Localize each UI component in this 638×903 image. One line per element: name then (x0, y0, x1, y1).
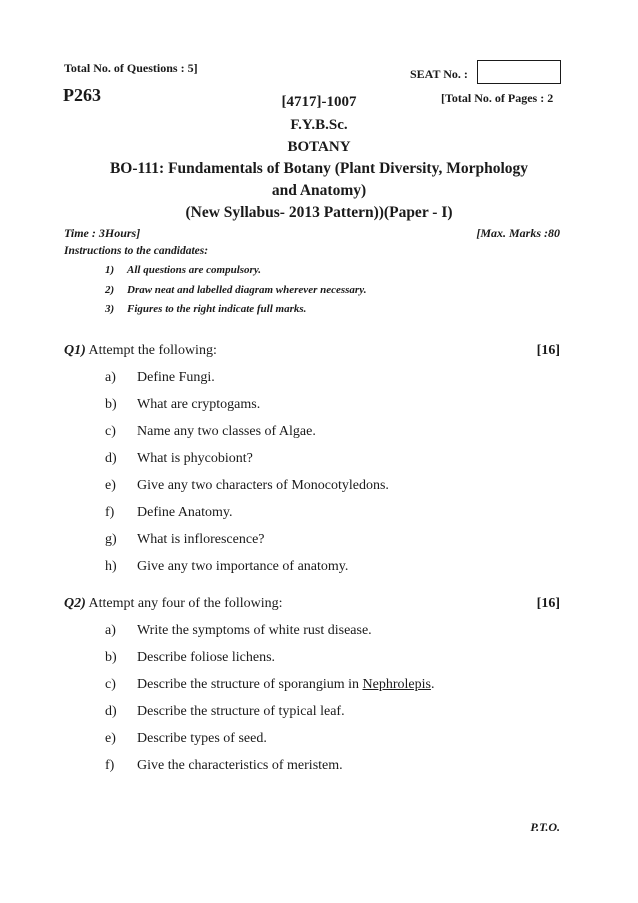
q2-item: f) Give the characteristics of meristem. (105, 758, 343, 773)
seat-number-box[interactable] (477, 60, 561, 84)
page-turn-over: P.T.O. (530, 820, 560, 834)
q1-item: d) What is phycobiont? (105, 451, 253, 466)
total-questions: Total No. of Questions : 5] (64, 61, 198, 75)
q2-item: b) Describe foliose lichens. (105, 650, 276, 665)
q1-item: a) Define Fungi. (105, 370, 215, 385)
q1-marks: [16] (536, 343, 560, 358)
q1-heading: Q1) Attempt the following: (64, 343, 217, 358)
seat-number-label: SEAT No. : (410, 67, 468, 81)
course-title-line1: BO-111: Fundamentals of Botany (Plant Diversity, Morphology (109, 160, 529, 177)
course-title-line2: and Anatomy) (271, 182, 367, 199)
q1-item: f) Define Anatomy. (105, 505, 233, 520)
q2-item: a) Write the symptoms of white rust disease. (105, 623, 372, 638)
q1-item: b) What are cryptogams. (105, 397, 261, 412)
q1-item: h) Give any two importance of anatomy. (105, 559, 349, 574)
instruction-item: 2) Draw neat and labelled diagram wherever necessary. (105, 284, 367, 296)
course-title-line3: (New Syllabus- 2013 Pattern))(Paper - I) (185, 204, 453, 221)
max-marks: [Max. Marks :80 (476, 226, 560, 240)
q2-marks: [16] (536, 596, 560, 611)
subject: BOTANY (287, 139, 351, 155)
q1-item: e) Give any two characters of Monocotyledons. (105, 478, 389, 493)
total-pages: [Total No. of Pages : 2 (441, 91, 554, 105)
q2-item: c) Describe the structure of sporangium in Nephrolepis. (105, 677, 435, 692)
instruction-item: 3) Figures to the right indicate full marks. (105, 303, 307, 315)
species-name: Nephrolepis (362, 677, 431, 692)
degree: F.Y.B.Sc. (290, 117, 348, 133)
q2-item: e) Describe types of seed. (105, 731, 267, 746)
exam-code: [4717]-1007 (281, 94, 357, 110)
q1-item: g) What is inflorescence? (105, 532, 265, 547)
paper-code: P263 (63, 85, 101, 105)
exam-time: Time : 3Hours] (64, 226, 141, 240)
q2-heading: Q2) Attempt any four of the following: (64, 596, 283, 611)
q2-item: d) Describe the structure of typical leaf. (105, 704, 345, 719)
instruction-item: 1) All questions are compulsory. (105, 264, 262, 276)
q1-item: c) Name any two classes of Algae. (105, 424, 316, 439)
instructions-title: Instructions to the candidates: (64, 245, 209, 257)
